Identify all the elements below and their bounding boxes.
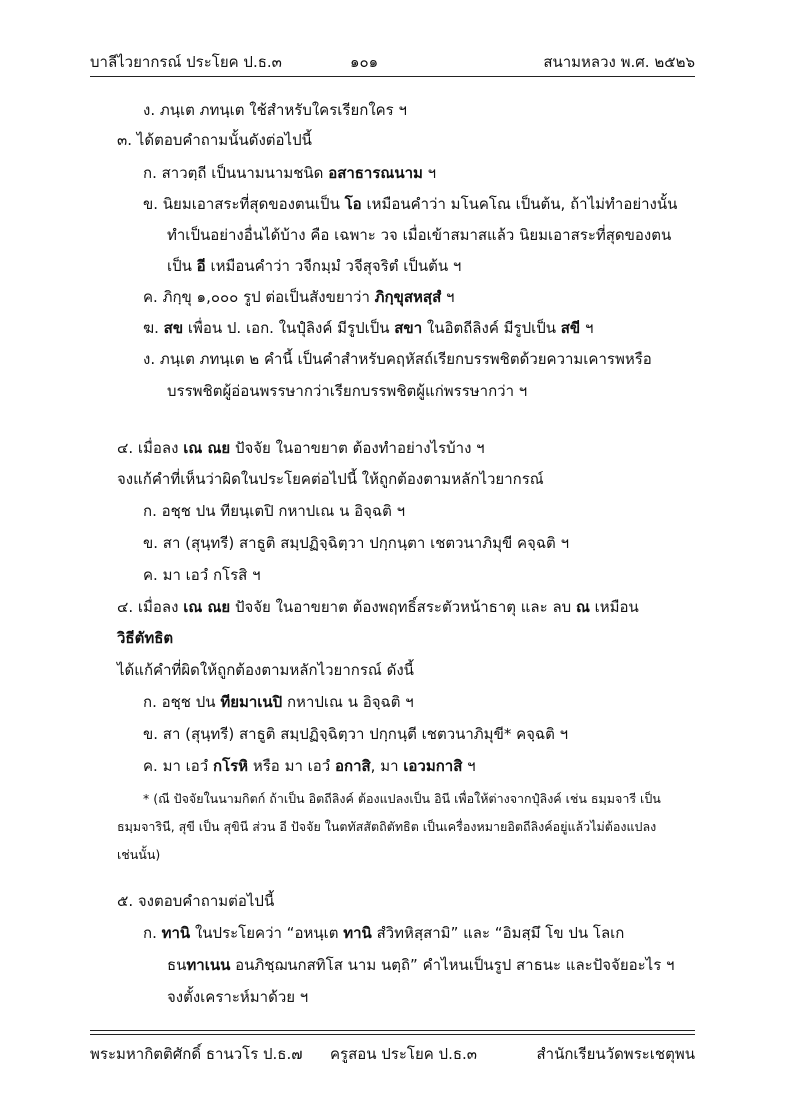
- question-5-a-cont-2: จงตั้งเคราะห์มาด้วย ฯ: [167, 988, 309, 1006]
- answer-3-a: ก. สาวตฺถี เป็นนามนามชนิด อสาธารณนาม ฯ: [143, 164, 437, 182]
- footer-author: พระมหากิตติศักดิ์ ธานวโร ป.ธ.๗: [90, 1045, 303, 1063]
- answer-3-b-cont-1: ทำเป็นอย่างอื่นได้บ้าง คือ เฉพาะ วจ เมื่อเข้าสมาสแล้ว นิยมเอาสระที่สุดของตน: [167, 226, 672, 244]
- header-title: บาลีไวยากรณ์ ประโยค ป.ธ.๓: [90, 53, 282, 71]
- answer-3-f: ง. ภนฺเต ภทนฺเต ๒ คำนี้ เป็นคำสำหรับคฤหัสถ์เรียกบรรพชิตด้วยความเคารพหรือ: [143, 350, 652, 368]
- question-5-a: ก. ทานิ ในประโยคว่า “อหนฺเต ทานิ สํวิทหิสฺสามิ” และ “อิมสฺมึ โข ปน โลเก: [143, 924, 625, 942]
- answer-4-c: ค. มา เอวํ กโรหิ หรือ มา เอวํ อกาสิ, มา เอวมกาสิ ฯ: [143, 757, 476, 775]
- answer-4-heading-cont: วิธีตัทธิต: [117, 629, 174, 647]
- header-exam: สนามหลวง พ.ศ. ๒๕๒๖: [543, 53, 695, 71]
- page-header: [90, 50, 695, 76]
- page-footer: [90, 1042, 695, 1066]
- answer-4-intro: ได้แก้คำที่ผิดให้ถูกต้องตามหลักไวยากรณ์ ดังนี้: [117, 661, 414, 679]
- answer-3-d-prev: ง. ภนฺเต ภทนฺเต ใช้สำหรับใครเรียกใคร ฯ: [143, 101, 407, 119]
- footer-rule-top: [90, 1030, 695, 1031]
- question-4-instruction: จงแก้คำที่เห็นว่าผิดในประโยคต่อไปนี้ ให้ถูกต้องตามหลักไวยากรณ์: [117, 470, 544, 488]
- answer-3-f-cont: บรรพชิตผู้อ่อนพรรษากว่าเรียกบรรพชิตผู้แก่พรรษากว่า ฯ: [167, 382, 528, 400]
- footnote-line-3: เช่นนั้น): [117, 847, 161, 862]
- question-4-a: ก. อชฺช ปน ทียนฺเตปิ กหาปเณ น อิจฺฉติ ฯ: [143, 502, 406, 520]
- footnote-line-2: ธมฺมจารินี, สุขี เป็น สุขินี ส่วน อี ปัจจัย ในตทัสสัตถิตัทธิต เป็นเครื่องหมายอิตถีลิงค์อยู่แล้วไม่ต้องแปลง: [117, 819, 657, 834]
- footer-rule-bottom: [90, 1034, 695, 1035]
- page-number: ๑๐๑: [350, 53, 379, 71]
- footnote-line-1: * (ณี ปัจจัยในนามกิตก์ ถ้าเป็น อิตถีลิงค์ ต้องแปลงเป็น อินี เพื่อให้ต่างจากปุํลิงค์ เช่น ธมฺมจารี เป็น: [143, 791, 661, 806]
- answer-4-a: ก. อชฺช ปน ทียมาเนปิ กหาปเณ น อิจฺฉติ ฯ: [143, 693, 414, 711]
- question-4-c: ค. มา เอวํ กโรสิ ฯ: [143, 566, 261, 584]
- answer-3-c: ค. ภิกฺขุ ๑,๐๐๐ รูป ต่อเป็นสังขยาว่า ภิกฺขุสหสฺสํ ฯ: [143, 288, 455, 306]
- section-3-heading: ๓. ได้ตอบคำถามนั้นดังต่อไปนี้: [117, 131, 312, 149]
- question-5-a-cont-1: ธนทาเนน อนภิชฺฌนกสทิโส นาม นตฺถิ” คำไหนเป็นรูป สาธนะ และปัจจัยอะไร ฯ: [167, 956, 675, 974]
- footer-role: ครูสอน ประโยค ป.ธ.๓: [330, 1045, 478, 1063]
- answer-3-e: ฆ. สข เพื่อน ป. เอก. ในปุํลิงค์ มีรูปเป็น สขา ในอิตถีลิงค์ มีรูปเป็น สขี ฯ: [143, 319, 594, 337]
- answer-4-heading: ๔. เมื่อลง เณ ณย ปัจจัย ในอาขยาต ต้องพฤทธิ์สระตัวหน้าธาตุ และ ลบ ณ เหมือน: [117, 598, 639, 616]
- header-rule: [90, 76, 695, 77]
- question-4-heading: ๔. เมื่อลง เณ ณย ปัจจัย ในอาขยาต ต้องทำอย่างไรบ้าง ฯ: [117, 439, 485, 457]
- answer-3-b: ข. นิยมเอาสระที่สุดของตนเป็น โอ เหมือนคำว่า มโนคโณ เป็นต้น, ถ้าไม่ทำอย่างนั้น: [143, 195, 678, 213]
- question-4-b: ข. สา (สุนฺทรี) สาธูติ สมฺปฏิจฺฉิตฺวา ปกฺกนฺตา เชตวนาภิมุขี คจฺฉติ ฯ: [143, 534, 569, 552]
- answer-3-b-cont-2: เป็น อี เหมือนคำว่า วจีกมฺมํ วจีสุจริตํ เป็นต้น ฯ: [167, 257, 462, 275]
- answer-4-b: ข. สา (สุนฺทรี) สาธูติ สมฺปฏิจฺฉิตฺวา ปกฺกนฺตี เชตวนาภิมุขี* คจฺฉติ ฯ: [143, 725, 569, 743]
- footer-institution: สำนักเรียนวัดพระเชตุพน: [536, 1045, 695, 1063]
- question-5-heading: ๕. จงตอบคำถามต่อไปนี้: [117, 892, 275, 910]
